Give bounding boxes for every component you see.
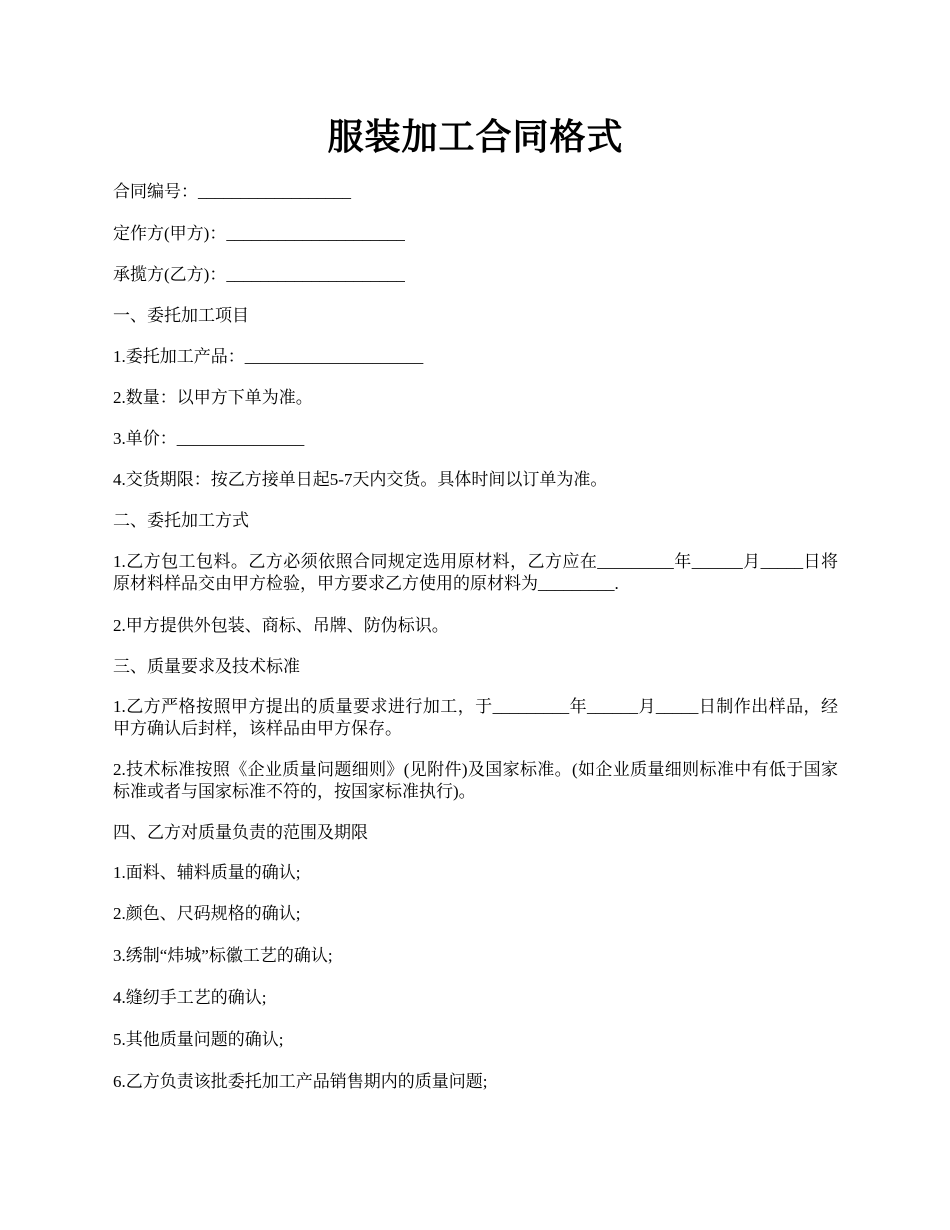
section-heading-1: 一、委托加工项目 — [113, 306, 249, 325]
section-4-item-1: 1.面料、辅料质量的确认; — [113, 863, 301, 882]
section-4-item-4: 4.缝纫手工艺的确认; — [113, 988, 267, 1007]
section-4-item-5: 5.其他质量问题的确认; — [113, 1030, 284, 1049]
section-3-item-1: 1.乙方严格按照甲方提出的质量要求进行加工，于_________年______月_____日制作出样品，经甲方确认后封样，该样品由甲方保存。 — [113, 697, 838, 738]
section-1-item-3: 3.单价：_______________ — [113, 429, 305, 448]
section-heading-4: 四、乙方对质量负责的范围及期限 — [113, 823, 368, 842]
contract-number-line: 合同编号：__________________ — [113, 182, 351, 201]
party-b-line: 承揽方(乙方)：_____________________ — [113, 265, 405, 284]
section-heading-3: 三、质量要求及技术标准 — [113, 657, 300, 676]
section-heading-2: 二、委托加工方式 — [113, 511, 249, 530]
section-1-item-2: 2.数量：以甲方下单为准。 — [113, 388, 313, 407]
section-4-item-2: 2.颜色、尺码规格的确认; — [113, 904, 301, 923]
section-3-item-2: 2.技术标准按照《企业质量问题细则》(见附件)及国家标准。(如企业质量细则标准中有低于国家标准或者与国家标准不符的，按国家标准执行)。 — [113, 760, 838, 801]
party-a-line: 定作方(甲方)：_____________________ — [113, 224, 405, 243]
document-title: 服装加工合同格式 — [327, 117, 624, 157]
section-4-item-6: 6.乙方负责该批委托加工产品销售期内的质量问题; — [113, 1072, 488, 1091]
section-2-item-1: 1.乙方包工包料。乙方必须依照合同规定选用原材料，乙方应在_________年______月_____日将原材料样品交由甲方检验，甲方要求乙方使用的原材料为_________. — [113, 552, 838, 593]
section-4-item-3: 3.绣制“炜城”标徽工艺的确认; — [113, 946, 333, 965]
section-1-item-1: 1.委托加工产品：_____________________ — [113, 347, 424, 366]
section-2-item-2: 2.甲方提供外包装、商标、吊牌、防伪标识。 — [113, 616, 449, 635]
section-1-item-4: 4.交货期限：按乙方接单日起5-7天内交货。具体时间以订单为准。 — [113, 470, 608, 489]
